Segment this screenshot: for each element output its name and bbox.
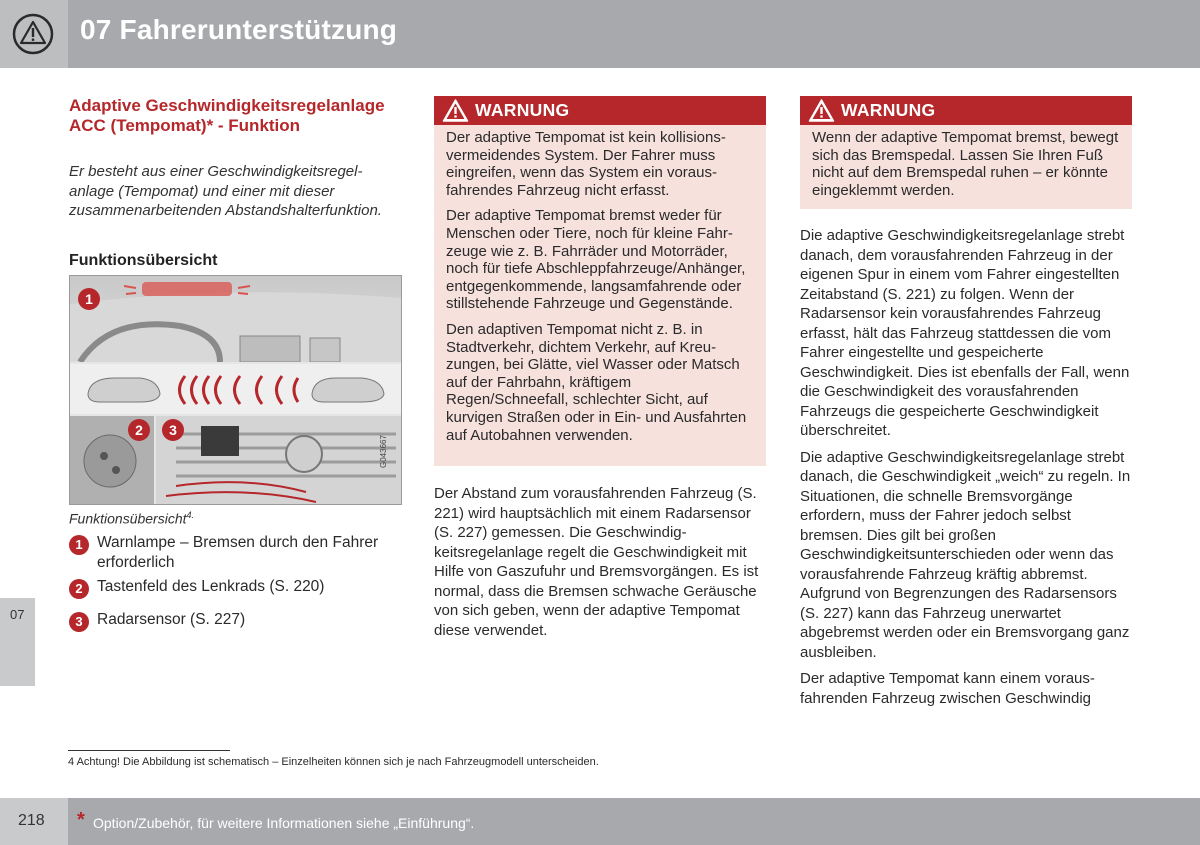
body-paragraph: Die adaptive Geschwindigkeitsregelanlage strebt danach, die Geschwindigkeit „weich“ zu regeln. In Situationen, die schnelle Bremsvorgänge erfordern, muss der Fahrer jedoch selbst bremsen. Dies gilt bei großen Geschwindigkeitsunterschieden oder wenn das vorausfahrende Fahrzeug kräftig abbremst. Aufgrund von Begrenzungen des Radarsensors (S. 227) kann das Fahrzeug unerwartet abgebremst werden oder ein Bremsvorgang ganz ausbleiben. [800, 448, 1131, 661]
subheading-overview: Funktionsübersicht [69, 252, 218, 269]
footnote: 4 Achtung! Die Abbildung ist schematisch – Einzelheiten können sich je nach Fahrzeugmodell unterscheiden. [68, 756, 599, 768]
footnote-rule [68, 750, 230, 751]
side-tab-label: 07 [10, 607, 25, 622]
warning-box-1 [434, 96, 766, 466]
warning-header [800, 96, 1132, 125]
chapter-side-tab[interactable] [0, 598, 35, 686]
body-paragraph: Die adaptive Geschwindigkeitsregelanlage strebt danach, dem vorausfahrenden Fahrzeug in der eigenen Spur in einem vom Fahrer eingestellten Zeitabstand (S. 221) zu folgen. Wenn der Radarsensor kein vorausfahrendes Fahrzeug erfasst, hält das Fahrzeug stattdessen die vom Fahrer eingestellte und gespeicherte Geschwindigkeit. Dies ist ebenfalls der Fall, wenn die Geschwindigkeit des vorausfahrenden Fahrzeugs die gespeicherte Geschwindigkeit überschreitet. [800, 227, 1130, 439]
function-overview-figure [69, 275, 402, 505]
warning-label: WARNUNG [475, 100, 570, 120]
body-paragraph: Der adaptive Tempomat kann einem vorausfahrenden Fahrzeug zwischen Geschwindig [800, 670, 1095, 707]
header-icon-box [0, 0, 68, 68]
section-intro: Er besteht aus einer Geschwindigkeitsregelanlage (Tempomat) und einer mit dieser zusammenarbeitenden Abstandshalterfunktion. [69, 163, 382, 219]
warning-paragraph: Der adaptive Tempomat ist kein kollisionsvermeidendes System. Der Fahrer muss eingreifen, wenn das System ein vorausfahrendes Fahrzeug nicht erfasst. [446, 129, 726, 199]
figure-code: G043667 [379, 435, 388, 468]
legend-badge: 3 [69, 612, 89, 632]
warning-triangle-icon [442, 98, 469, 123]
section-title: Adaptive Geschwindigkeitsregelanlage ACC (Tempomat)* - Funktion [69, 96, 385, 135]
figure-badge-1: 1 [78, 288, 100, 310]
warning-paragraph: Den adaptiven Tempomat nicht z. B. in Stadtverkehr, dichtem Verkehr, auf Kreuzungen, bei Glätte, viel Wasser oder Matsch auf der Fahrbahn, kräftigem Regen/Schneefall, schlechter Sicht, auf kurvigen Straßen oder in Ein- und Ausfahrten auf Autobahnen verwenden. [446, 320, 747, 444]
column3-body [800, 226, 1135, 715]
warning-header [434, 96, 766, 125]
dashboard-illustration [70, 276, 401, 362]
warning-triangle-icon [808, 98, 835, 123]
warning-label: WARNUNG [841, 100, 936, 120]
figure-badge-3: 3 [162, 419, 184, 441]
warning-paragraph: Der adaptive Tempomat bremst weder für Menschen oder Tiere, noch für kleine Fahrzeuge wie z. B. Fahrräder und Motorräder, noch für tiefe Abschleppfahrzeuge/Anhänger, entgegenkommende, langsamfahrende oder stillstehende Fahrzeuge und Gegenstände. [446, 207, 746, 313]
page-header [0, 0, 1200, 68]
radar-drawing [70, 364, 401, 414]
legend-text: Warnlampe – Bremsen durch den Fahrer erforderlich [97, 534, 379, 571]
legend-badge: 1 [69, 535, 89, 555]
column2-body [434, 484, 766, 647]
dashboard-drawing [70, 276, 401, 362]
figure-caption-text: Funktionsübersicht [69, 510, 187, 527]
radar-sensor-grille-illustration [156, 416, 401, 504]
legend-text: Radarsensor (S. 227) [97, 611, 246, 628]
warning-box-2 [800, 96, 1132, 209]
legend-text: Tastenfeld des Lenkrads (S. 220) [97, 578, 325, 595]
figure-badge-2: 2 [128, 419, 150, 441]
option-star-marker: * [77, 809, 85, 831]
figure-caption [69, 510, 194, 527]
grille-drawing [156, 416, 401, 504]
warning-triangle-icon [12, 13, 54, 55]
page-number: 218 [18, 812, 45, 829]
warning-paragraph: Wenn der adaptive Tempomat bremst, bewegt sich das Bremspedal. Lassen Sie Ihren Fuß nicht auf dem Bremspedal ruhen – er könnte eingeklemmt werden. [812, 129, 1119, 199]
footer-note: Option/Zubehör, für weitere Informationen siehe „Einführung“. [93, 815, 475, 831]
legend-badge: 2 [69, 579, 89, 599]
chapter-title: 07 Fahrerunterstützung [80, 14, 398, 45]
radar-range-illustration [70, 364, 401, 414]
figure-caption-footnote-ref: 4. [186, 510, 195, 520]
body-paragraph: Der Abstand zum vorausfahrenden Fahrzeug (S. 221) wird hauptsächlich mit einem Radarsensor (S. 227) gemessen. Die Geschwindigkeitsregelanlage regelt die Geschwindigkeit mit Hilfe von Gaszufuhr und Bremsvorgängen. Es ist normal, dass die Bremsen schwache Geräusche von sich geben, wenn der adaptive Tempomat diese verwendet. [434, 485, 759, 639]
